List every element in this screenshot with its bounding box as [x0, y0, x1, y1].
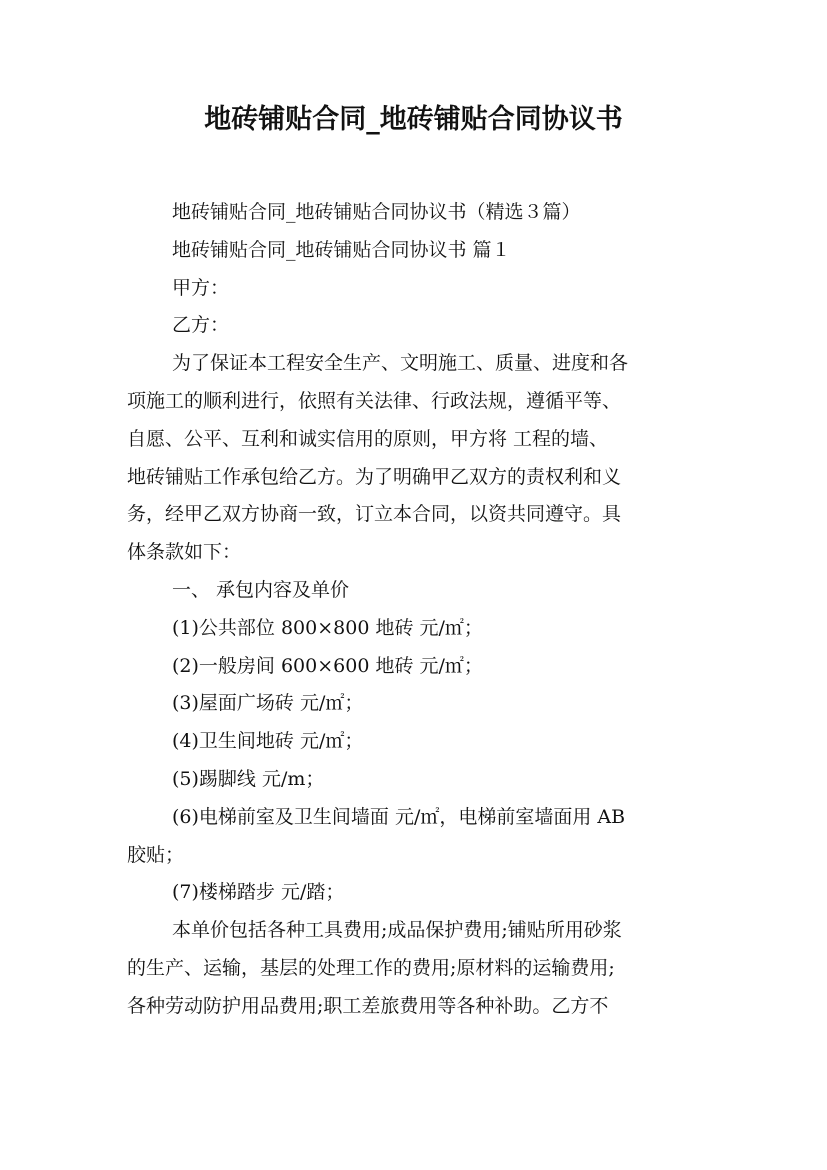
text-line: 胶贴； — [127, 843, 185, 866]
text-line: (5)踢脚线 元/m； — [172, 767, 325, 790]
text-line: 的生产、运输，基层的处理工作的费用;原材料的运输费用; — [127, 956, 615, 979]
text-line: 甲方： — [172, 276, 230, 299]
text-line: 地砖铺贴工作承包给乙方。为了明确甲乙双方的责权利和义 — [127, 465, 622, 488]
text-line: 各种劳动防护用品费用;职工差旅费用等各种补助。乙方不 — [127, 994, 609, 1017]
text-line: 自愿、公平、互利和诚实信用的原则，甲方将 工程的墙、 — [127, 427, 609, 450]
text-line: 本单价包括各种工具费用;成品保护费用;铺贴所用砂浆 — [172, 919, 622, 942]
text-line: (4)卫生间地砖 元/㎡； — [172, 730, 364, 753]
text-line: 乙方： — [172, 314, 230, 337]
text-line: 体条款如下： — [127, 541, 242, 564]
text-line: 地砖铺贴合同_地砖铺贴合同协议书（精选３篇） — [172, 201, 581, 223]
text-line: (6)电梯前室及卫生间墙面 元/㎡，电梯前室墙面用 AB — [172, 805, 626, 828]
text-line: 地砖铺贴合同_地砖铺贴合同协议书 篇１ — [172, 238, 511, 261]
text-line: 为了保证本工程安全生产、文明施工、质量、进度和各 — [172, 352, 629, 375]
document-body — [127, 194, 717, 1026]
text-line: (2)一般房间 600×600 地砖 元/㎡； — [172, 654, 483, 677]
text-line: 一、 承包内容及单价 — [172, 578, 350, 601]
text-line: (1)公共部位 800×800 地砖 元/㎡； — [172, 616, 483, 639]
document-title: 地砖铺贴合同_地砖铺贴合同协议书 — [204, 104, 623, 135]
text-line: (7)楼梯踏步 元/踏； — [172, 881, 345, 904]
text-line: 项施工的顺利进行，依照有关法律、行政法规，遵循平等、 — [127, 389, 622, 412]
text-line: 务，经甲乙双方协商一致，订立本合同，以资共同遵守。具 — [127, 503, 622, 526]
text-line: (3)屋面广场砖 元/㎡； — [172, 692, 364, 715]
